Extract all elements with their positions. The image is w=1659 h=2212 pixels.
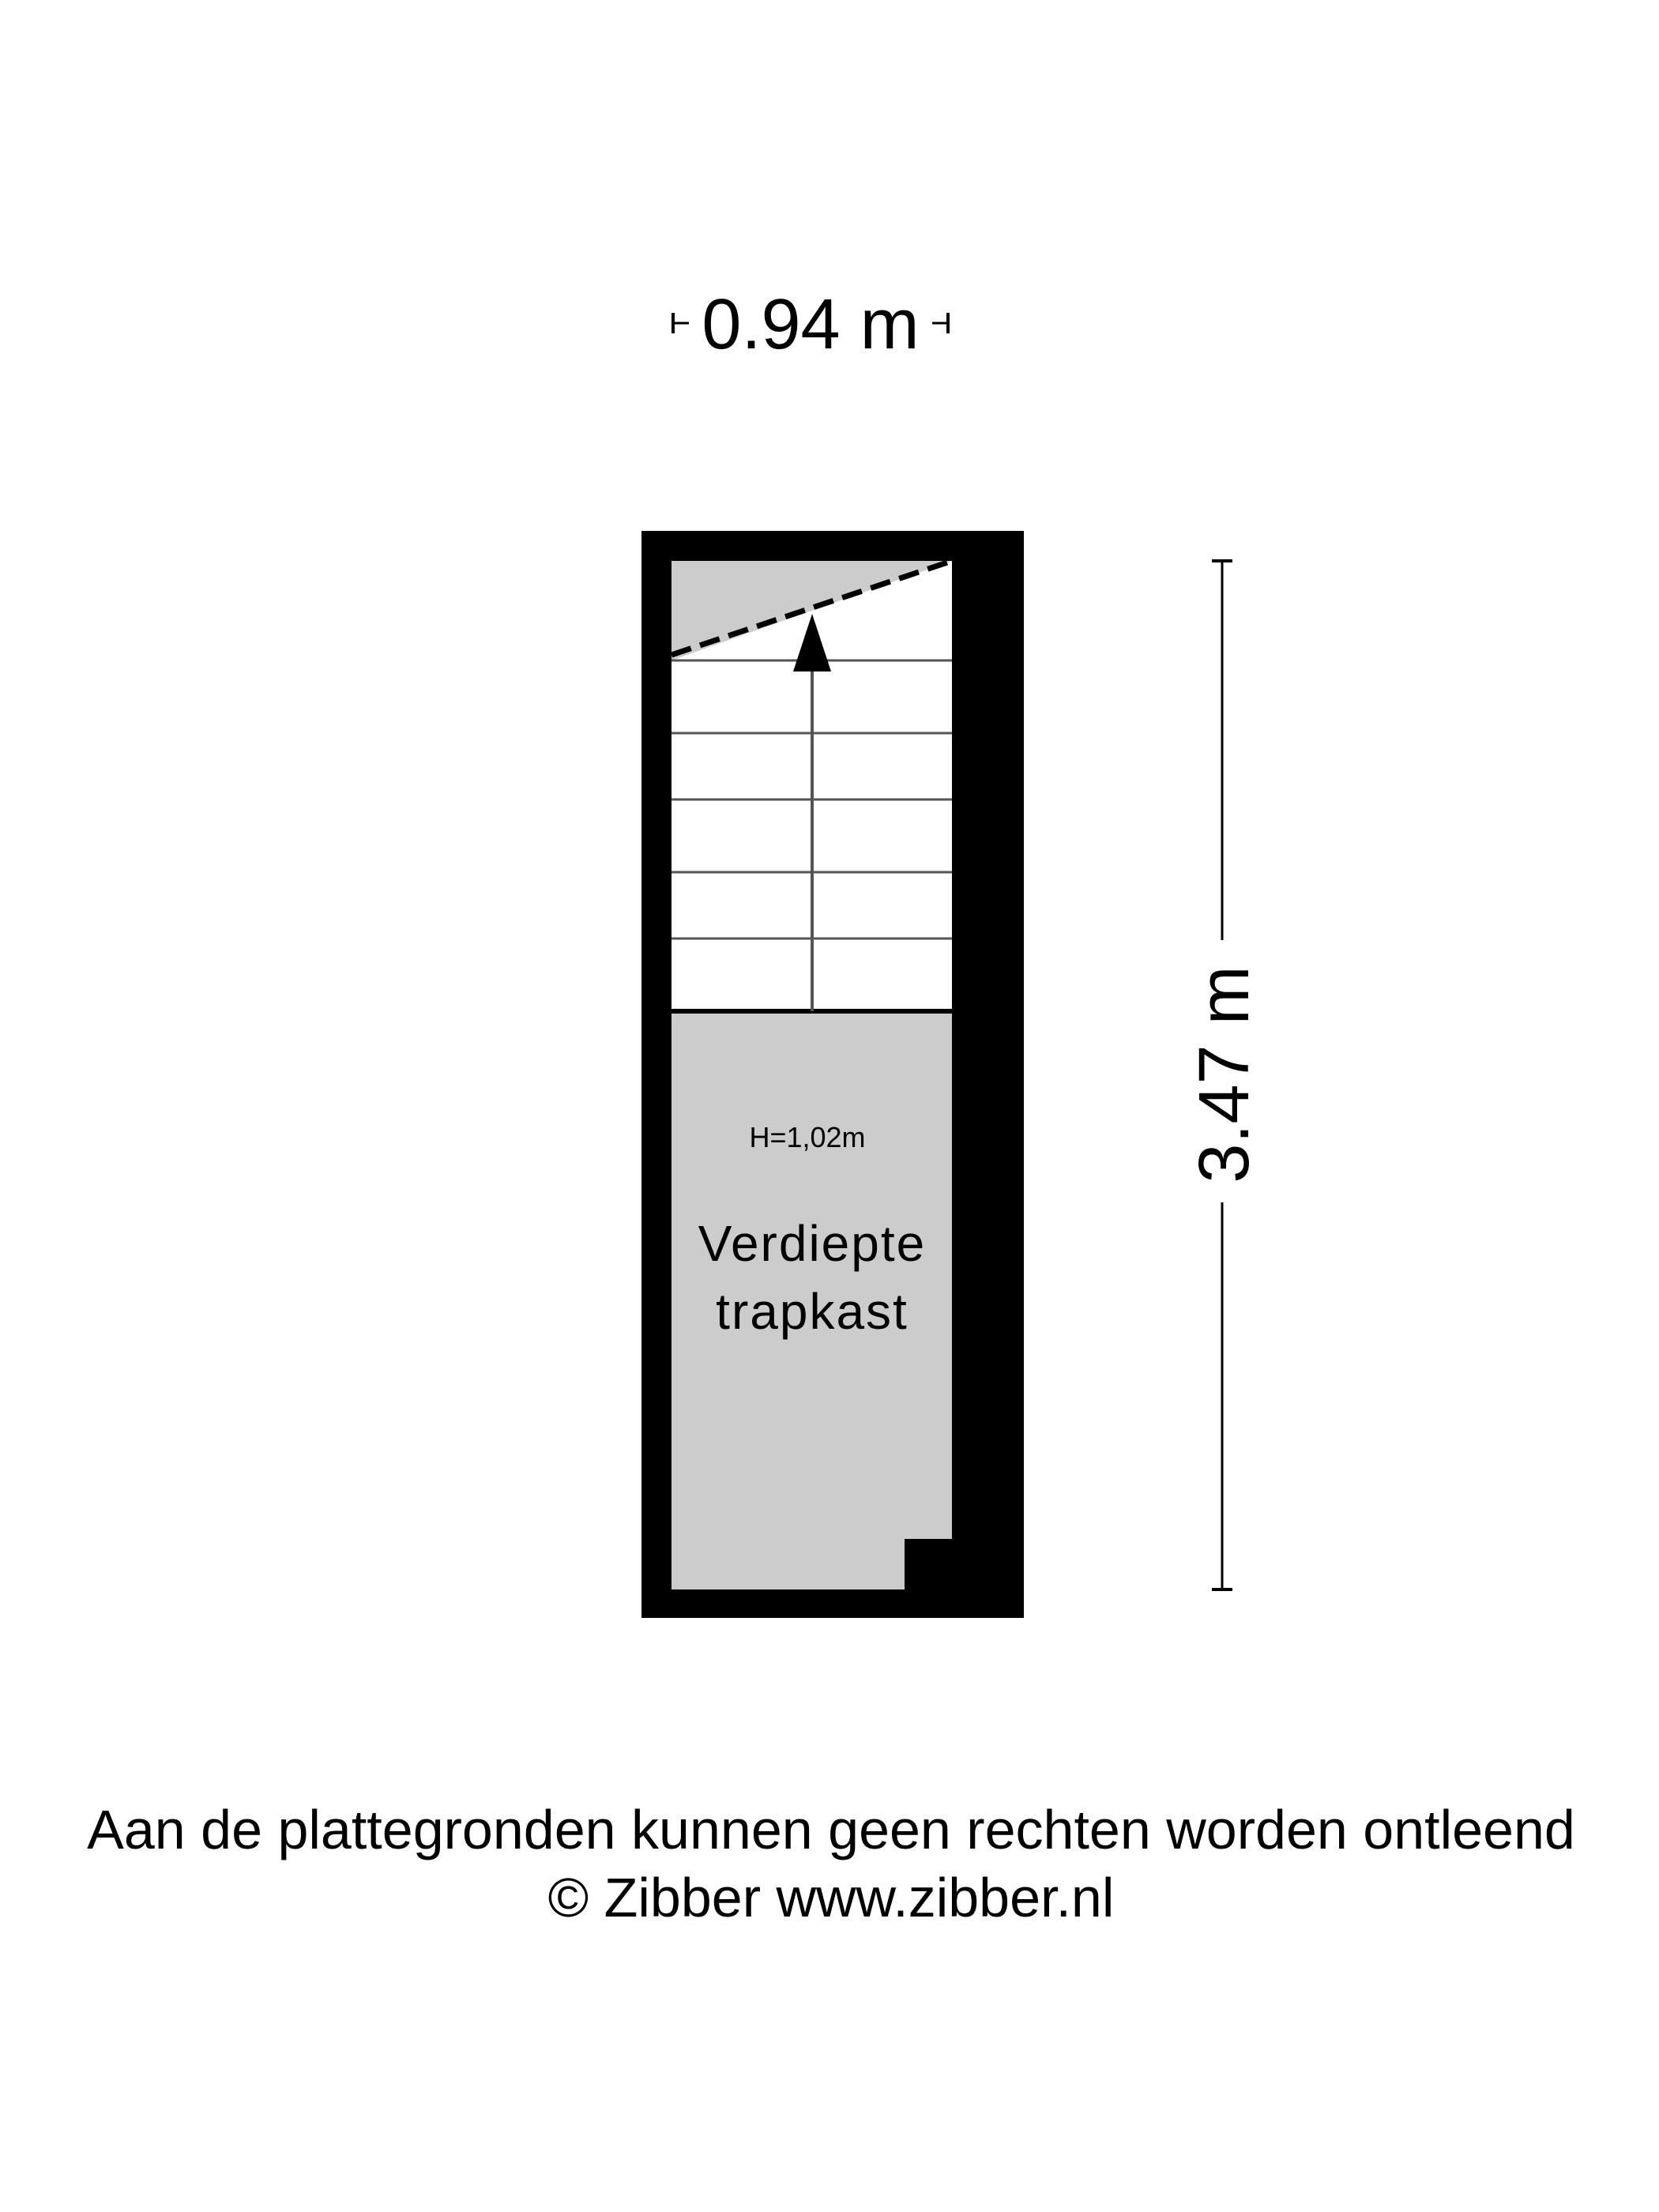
room-name-line1: Verdiepte xyxy=(698,1215,927,1272)
room-height-label: H=1,02m xyxy=(749,1121,866,1153)
width-dimension xyxy=(673,285,948,364)
disclaimer-text: Aan de plattegronden kunnen geen rechten worden ontleend xyxy=(87,1799,1575,1860)
wall-notch xyxy=(905,1539,960,1596)
room-name-line2: trapkast xyxy=(716,1283,908,1340)
width-dimension-label: 0.94 m xyxy=(702,285,920,364)
copyright-text: © Zibber www.zibber.nl xyxy=(547,1867,1115,1928)
height-dimension-label: 3.47 m xyxy=(1185,965,1264,1183)
height-dimension xyxy=(1185,561,1264,1589)
